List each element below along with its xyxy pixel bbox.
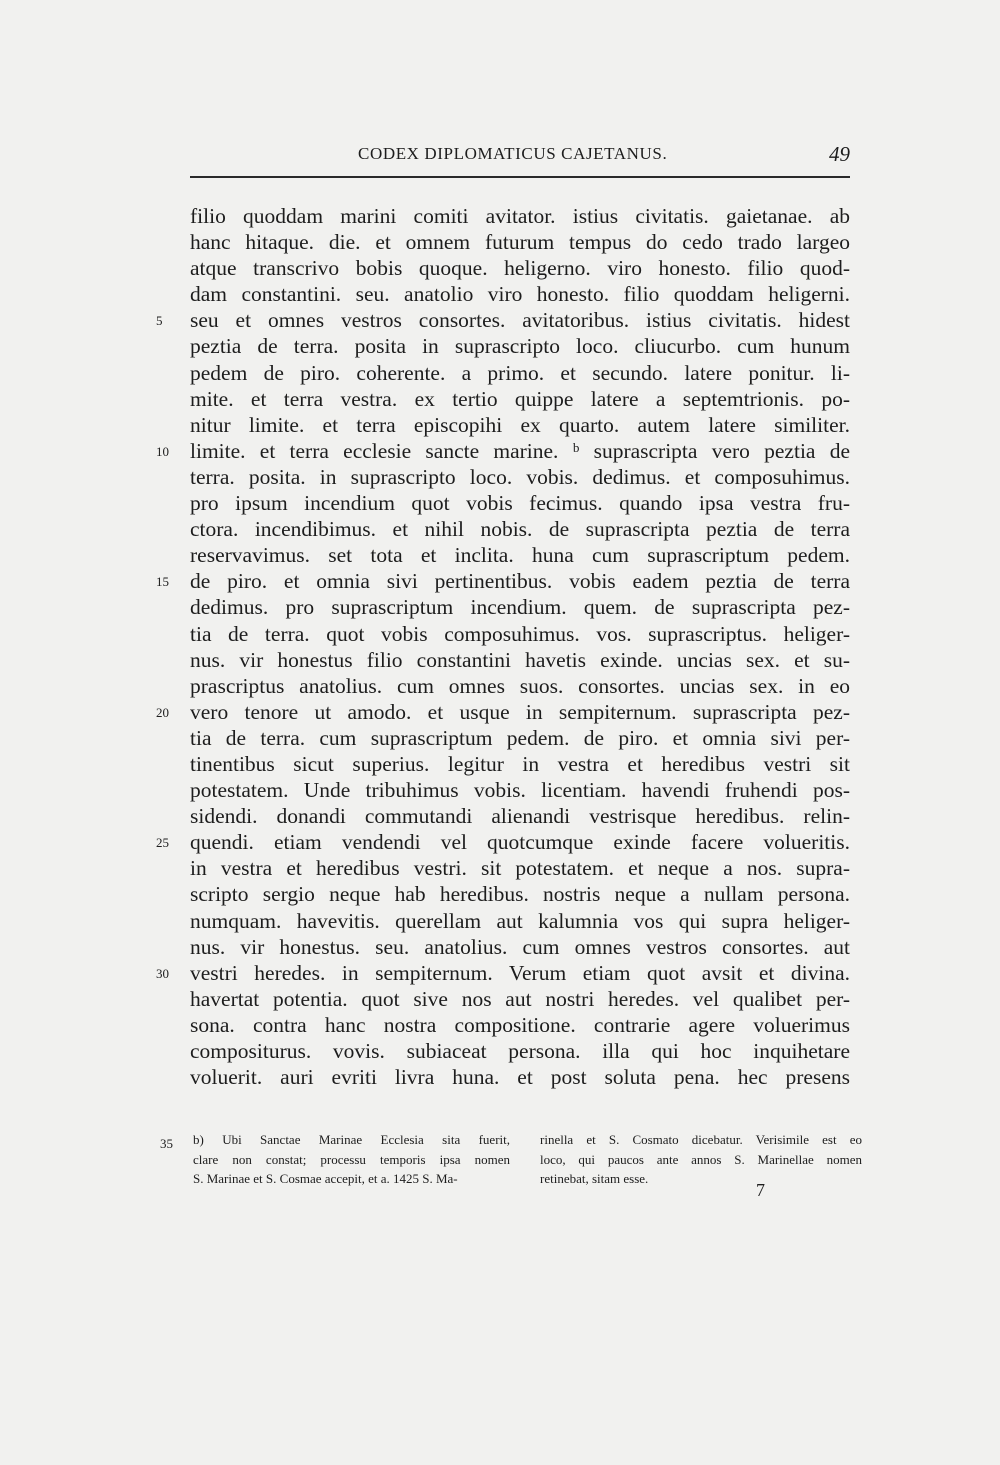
text-line — [190, 725, 850, 751]
text-line-content: dam constantini. seu. anatolio viro honesto. filio quoddam heligerni. — [190, 282, 850, 307]
footnote-line: rinella et S. Cosmato dicebatur. Verisimile est eo — [540, 1132, 862, 1147]
line-number: 25 — [156, 835, 169, 851]
text-line — [190, 934, 850, 960]
text-line-content: terra. posita. in suprascripto loco. vobis. dedimus. et composuhimus. — [190, 464, 850, 489]
text-line — [190, 516, 850, 542]
text-line-content: pro ipsum incendium quot vobis fecimus. quando ipsa vestra fru- — [190, 491, 850, 516]
line-number: 30 — [156, 965, 169, 981]
text-line-content: ctora. incendibimus. et nihil nobis. de suprascripta peztia de terra — [190, 517, 850, 542]
text-line — [190, 621, 850, 647]
text-line-content: filio quoddam marini comiti avitator. istius civitatis. gaietanae. ab — [190, 204, 850, 228]
header-rule — [190, 176, 850, 178]
text-line-content: voluerit. auri evriti livra huna. et post soluta pena. hec presens — [190, 1065, 850, 1090]
text-line — [190, 360, 850, 386]
footnote-line: loco, qui paucos ante annos S. Marinellae nomen — [540, 1151, 862, 1167]
text-line — [190, 229, 850, 255]
page-number: 49 — [829, 142, 850, 166]
text-line — [190, 1064, 850, 1090]
text-line-content: hanc hitaque. die. et omnem futurum tempus do cedo trado largeo — [190, 230, 850, 255]
text-line — [190, 255, 850, 281]
text-line-content: reservavimus. set tota et inclita. huna cum suprascriptum pedem. — [190, 543, 850, 568]
text-line — [190, 333, 850, 359]
text-line-content: limite. et terra ecclesie sancte marine. ᵇ suprascripta vero peztia de — [190, 438, 850, 463]
text-line-content: dedimus. pro suprascriptum incendium. quem. de suprascripta pez- — [190, 595, 850, 620]
text-line — [156, 960, 850, 986]
line-number: 5 — [156, 313, 163, 329]
text-line-content: sidendi. donandi commutandi alienandi vestrisque heredibus. relin- — [190, 804, 850, 829]
text-line — [190, 281, 850, 307]
text-line-content: peztia de terra. posita in suprascripto loco. cliucurbo. cum hunum — [190, 334, 850, 359]
text-line-content: tia de terra. quot vobis composuhimus. vos. suprascriptus. heliger- — [190, 621, 850, 646]
footnote-line-number: 35 — [160, 1136, 173, 1151]
text-line-content: nus. vir honestus. seu. anatolius. cum omnes vestros consortes. aut — [190, 934, 850, 959]
text-line — [190, 855, 850, 881]
text-line — [190, 542, 850, 568]
text-line-content: havertat potentia. quot sive nos aut nostri heredes. vel qualibet per- — [190, 986, 850, 1011]
footnote-line: retinebat, sitam esse. — [540, 1171, 649, 1186]
text-line — [190, 490, 850, 516]
text-line-content: quendi. etiam vendendi vel quotcumque exinde facere volueritis. — [190, 830, 850, 855]
text-line — [190, 1012, 850, 1038]
text-line-content: nitur limite. et terra episcopihi ex quarto. autem latere similiter. — [190, 412, 850, 437]
text-line — [190, 673, 850, 699]
text-line-content: mite. et terra vestra. ex tertio quippe latere a septemtrionis. po- — [190, 386, 850, 411]
text-line-content: prascriptus anatolius. cum omnes suos. consortes. uncias sex. in eo — [190, 673, 850, 698]
text-line — [190, 203, 850, 229]
line-number: 15 — [156, 574, 169, 590]
text-line-content: vero tenore ut amodo. et usque in sempiternum. suprascripta pez- — [190, 699, 850, 724]
text-line — [156, 699, 850, 725]
running-head — [190, 144, 850, 168]
footnote-line: b) Ubi Sanctae Marinae Ecclesia sita fuerit, — [193, 1132, 510, 1147]
text-line — [156, 568, 850, 594]
text-line-content: in vestra et heredibus vestri. sit potestatem. et neque a nos. supra- — [190, 856, 850, 881]
text-line — [190, 751, 850, 777]
text-line — [190, 908, 850, 934]
text-line — [190, 881, 850, 907]
text-line — [156, 829, 850, 855]
text-line — [190, 412, 850, 438]
text-line-content: potestatem. Unde tribuhimus vobis. licentiam. havendi fruhendi pos- — [190, 778, 850, 803]
signature-mark: 7 — [756, 1180, 765, 1200]
text-line-content: tia de terra. cum suprascriptum pedem. de piro. et omnia sivi per- — [190, 725, 850, 750]
text-line-content: de piro. et omnia sivi pertinentibus. vobis eadem peztia de terra — [190, 569, 850, 594]
text-line-content: pedem de piro. coherente. a primo. et secundo. latere ponitur. li- — [190, 360, 850, 385]
line-number: 20 — [156, 704, 169, 720]
body-text — [156, 203, 850, 1090]
running-title: CODEX DIPLOMATICUS CAJETANUS. — [358, 144, 668, 163]
text-line-content: seu et omnes vestros consortes. avitatoribus. istius civitatis. hidest — [190, 308, 850, 333]
text-line — [190, 986, 850, 1012]
text-line — [156, 307, 850, 333]
footnote-line: S. Marinae et S. Cosmae accepit, et a. 1425 S. Ma- — [193, 1171, 458, 1186]
text-line — [190, 1038, 850, 1064]
footnote-column-left — [193, 1130, 510, 1189]
text-line-content: compositurus. vovis. subiaceat persona. illa qui hoc inquihetare — [190, 1039, 850, 1063]
text-line-content: numquam. havevitis. querellam aut kalumnia vos qui supra heliger- — [190, 908, 850, 933]
text-line — [190, 777, 850, 803]
text-line — [190, 464, 850, 490]
text-line — [190, 594, 850, 620]
text-line-content: scripto sergio neque hab heredibus. nostris neque a nullam persona. — [190, 882, 850, 907]
text-line-content: vestri heredes. in sempiternum. Verum etiam quot avsit et divina. — [190, 960, 850, 985]
text-line-content: nus. vir honestus filio constantini havetis exinde. uncias sex. et su- — [190, 647, 850, 672]
text-line — [156, 438, 850, 464]
footnote-line: clare non constat; processu temporis ipsa nomen — [193, 1151, 510, 1167]
line-number: 10 — [156, 443, 169, 459]
footnote-column-right — [540, 1130, 862, 1189]
text-line — [190, 386, 850, 412]
text-line-content: atque transcrivo bobis quoque. heligerno. viro honesto. filio quod- — [190, 256, 850, 281]
text-line — [190, 647, 850, 673]
text-line-content: sona. contra hanc nostra compositione. contrarie agere voluerimus — [190, 1012, 850, 1037]
text-line-content: tinentibus sicut superius. legitur in vestra et heredibus vestri sit — [190, 751, 850, 776]
text-line — [190, 803, 850, 829]
